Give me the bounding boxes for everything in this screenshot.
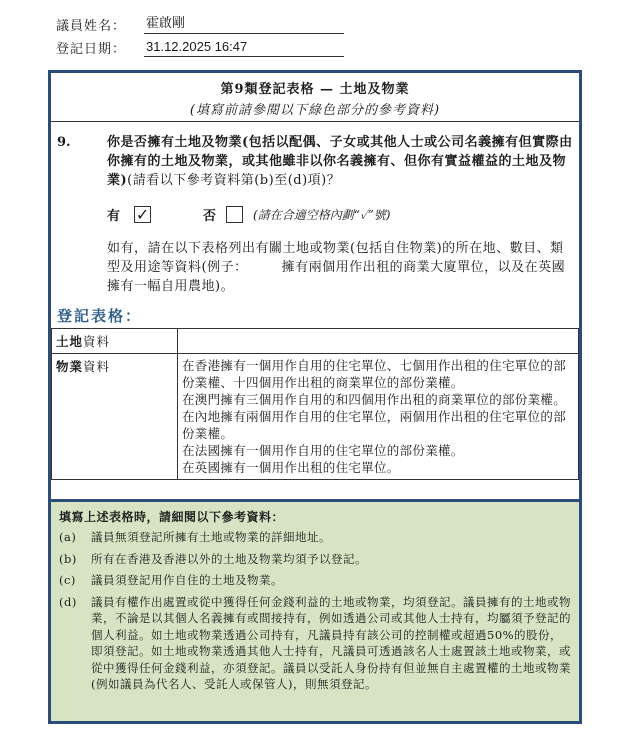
form-title: 第9類登記表格 — 土地及物業	[220, 82, 410, 97]
property-line: 在英國擁有一個用作出租的住宅單位。	[182, 460, 400, 475]
no-checkbox[interactable]	[226, 206, 243, 223]
member-name-label: 議員姓名：	[56, 19, 127, 34]
list-item	[59, 572, 573, 589]
form-frame	[48, 70, 582, 502]
property-line: 在法國擁有一個用作自用的住宅單位的部份業權。	[182, 443, 464, 458]
land-info-value	[178, 329, 579, 354]
question-tail: (請看以下參考資料第(b)至(d)項)？	[127, 173, 341, 188]
yes-label: 有	[107, 209, 121, 224]
question-number: 9.	[57, 135, 71, 150]
member-name-row	[56, 12, 344, 34]
member-name-value: 霍啟剛	[144, 12, 344, 34]
table-row	[52, 354, 579, 480]
yes-checkbox[interactable]: ✓	[135, 204, 150, 224]
registration-date-value: 31.12.2025 16:47	[144, 39, 344, 57]
ref-item-text: 議員無須登記所擁有土地或物業的詳細地址。	[91, 530, 331, 544]
table-row	[52, 329, 579, 354]
registration-title: 登記表格：	[57, 307, 143, 325]
property-info-label: 物業資料	[52, 354, 178, 480]
list-item	[59, 529, 573, 546]
ref-item-number: (b)	[59, 551, 77, 566]
land-info-label: 土地資料	[52, 329, 178, 354]
ref-item-text: 所有在香港及香港以外的土地及物業均須予以登記。	[91, 551, 367, 566]
ref-item-number: (c)	[59, 573, 76, 587]
ref-item-text: 議員須登記用作自住的土地及物業。	[91, 573, 283, 587]
question-bold: 你是否擁有土地及物業(包括以配偶、子女或其他人士或公司名義擁有但實際由你擁有的土地及物業，或其他雖非以你名義擁有、但你有實益權益的土地及物業)	[107, 135, 573, 188]
property-line: 在內地擁有兩個用作自用的住宅單位，兩個用作出租的住宅單位的部份業權。	[182, 409, 567, 441]
reference-title: 填寫上述表格時，請細閱以下參考資料：	[59, 510, 285, 524]
registration-date-label: 登記日期：	[56, 42, 127, 57]
ref-item-number: (a)	[59, 530, 77, 544]
check-hint: (請在合適空格內劃“✓”號)	[253, 208, 391, 222]
list-item	[59, 551, 573, 568]
reference-panel	[48, 502, 582, 724]
property-info-value	[178, 354, 579, 480]
form-title-box	[51, 73, 579, 122]
form-subtitle: (填寫前請參閱以下綠色部分的參考資料)	[189, 103, 441, 118]
ref-item-text: 議員有權作出處置或從中獲得任何金錢利益的土地或物業，均須登記。議員擁有的土地或物業，不論是以其個人名義擁有或間接持有，例如透過公司或其他人士持有，均屬須予登記的個人利益。如土地或物業透過公司持有，凡議員持有該公司的控制權或超過50%的股份，即須登記。如土地或物業透過其他人士持有，凡議員可透過該名人士處置該土地或物業，或從中獲得任何金錢利益，亦須登記。議員以受託人身份持有但並無自主處置權的土地或物業(例如議員為代名人、受託人或保管人)，則無須登記。	[91, 594, 571, 691]
ref-item-number: (d)	[59, 594, 77, 609]
question-text	[107, 133, 577, 190]
registration-table	[51, 328, 579, 480]
registration-date-row	[56, 38, 344, 57]
answer-row	[107, 205, 390, 224]
no-label: 否	[203, 209, 217, 224]
property-line: 在香港擁有一個用作自用的住宅單位、七個用作出租的住宅單位的部份業權、十四個用作出租的商業單位的部份業權。	[182, 358, 567, 390]
property-line: 在澳門擁有三個用作自用的和四個用作出租的商業單位的部份業權。	[182, 392, 567, 407]
example-text: 如有，請在以下表格列出有關土地或物業(包括自住物業)的所在地、數目、類型及用途等資料(例子： 擁有兩個用作出租的商業大廈單位，以及在英國擁有一幅自用農地)。	[107, 241, 566, 294]
list-item	[59, 594, 573, 693]
